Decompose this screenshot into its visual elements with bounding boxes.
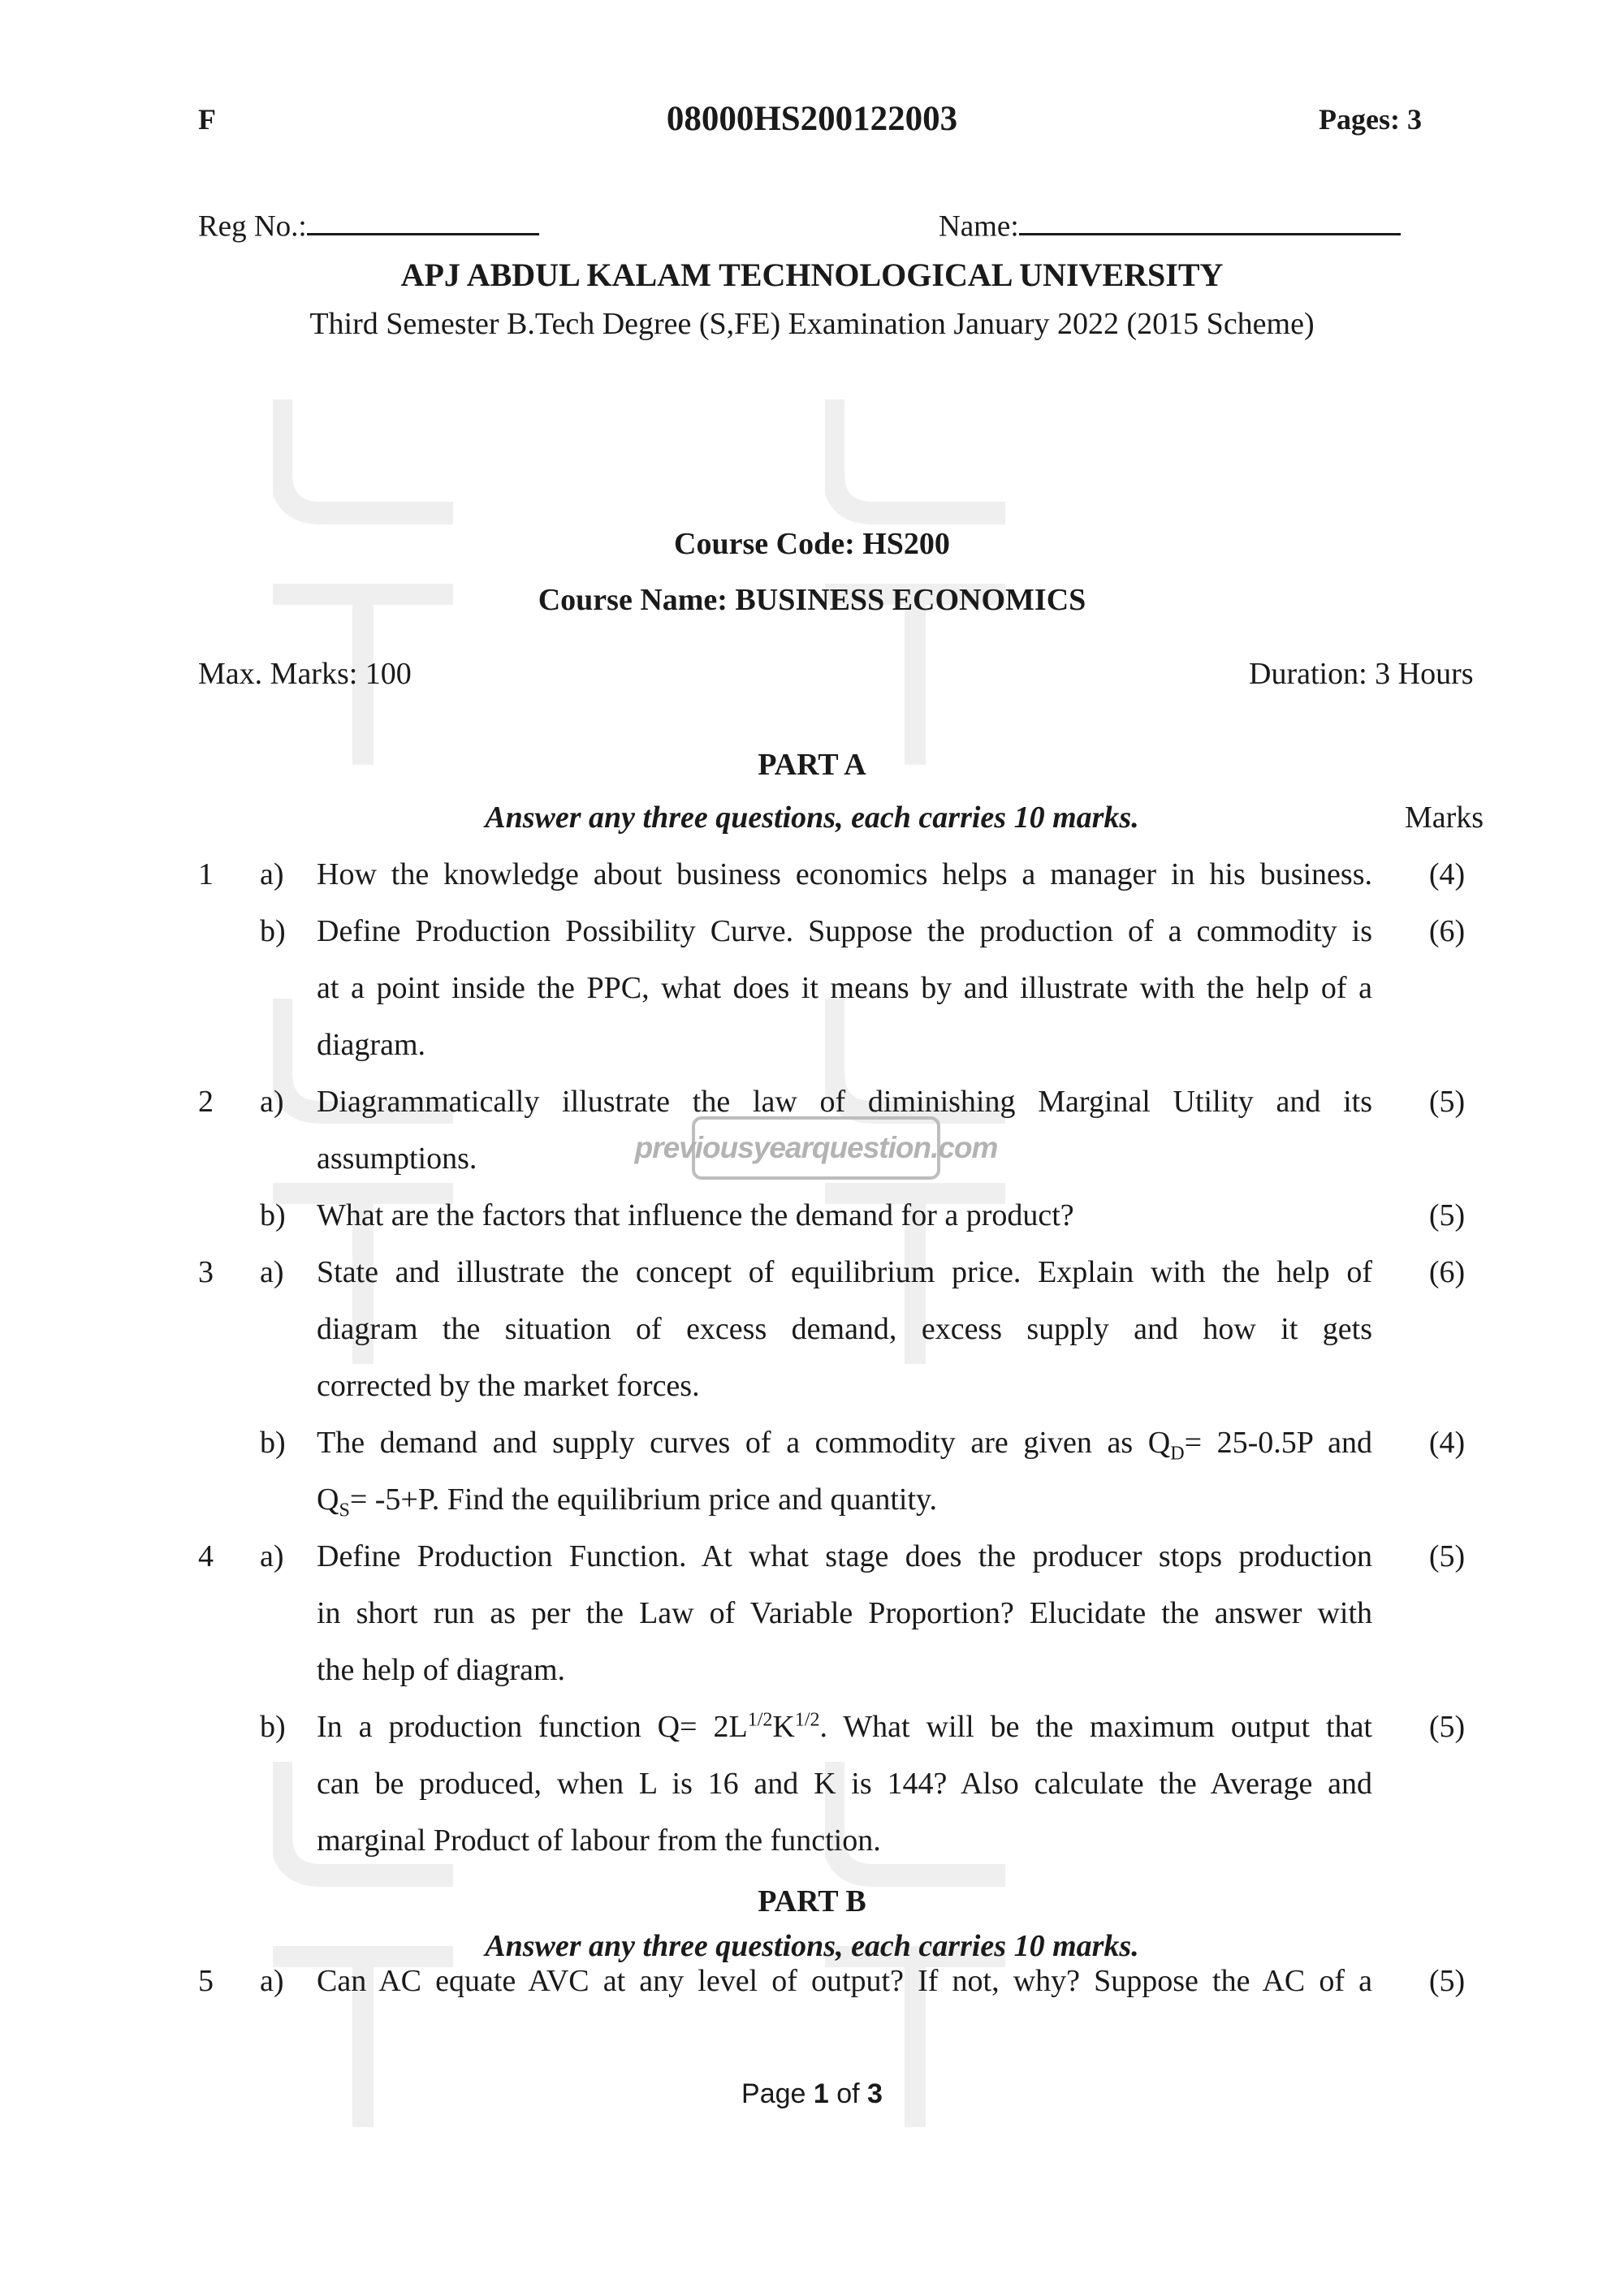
text-fragment: K [772, 1710, 795, 1744]
part-b-title: PART B [758, 1884, 866, 1918]
reg-no-blank [307, 206, 539, 235]
subscript: D [1170, 1443, 1185, 1465]
sub-question-label: b) [260, 1426, 286, 1460]
question-text: Can AC equate AVC at any level of output? If not, why? Suppose the AC of a [317, 1964, 1372, 1998]
part-a-instruction: Answer any three questions, each carries 10 marks. [485, 801, 1139, 835]
name-label: Name: [939, 209, 1019, 244]
question-text: How the knowledge about business economics helps a manager in his business. [317, 857, 1372, 891]
question-text: Define Production Function. At what stage does the producer stops production [317, 1539, 1372, 1573]
question-marks: (6) [1428, 1255, 1466, 1289]
total-pages: 3 [867, 2078, 883, 2109]
max-marks: Max. Marks: 100 [198, 657, 412, 691]
paper-code: 08000HS200122003 [666, 100, 958, 138]
name-blank [1019, 206, 1401, 235]
superscript: 1/2 [747, 1709, 773, 1731]
text-fragment: Q [317, 1482, 339, 1517]
part-b-instruction: Answer any three questions, each carries 10 marks. [485, 1929, 1139, 1963]
question-text [317, 1425, 1372, 1465]
question-text: assumptions. [317, 1142, 477, 1176]
site-watermark: previousyearquestion.com [692, 1116, 940, 1180]
current-page: 1 [813, 2078, 829, 2109]
duration: Duration: 3 Hours [1249, 657, 1474, 691]
question-text: corrected by the market forces. [317, 1369, 700, 1403]
question-text: marginal Product of labour from the function. [317, 1823, 881, 1858]
subscript: S [339, 1500, 350, 1521]
exam-title: Third Semester B.Tech Degree (S,FE) Examination January 2022 (2015 Scheme) [309, 307, 1315, 341]
question-marks: (5) [1428, 1085, 1466, 1119]
superscript: 1/2 [794, 1709, 820, 1731]
question-marks: (4) [1428, 857, 1466, 891]
marks-column-header: Marks [1405, 801, 1484, 835]
text-fragment: In a production function Q= 2L [317, 1710, 748, 1744]
question-marks: (4) [1428, 1426, 1466, 1460]
question-text: Define Production Possibility Curve. Suppose the production of a commodity is [317, 914, 1372, 948]
question-number: 1 [198, 857, 214, 891]
question-number: 2 [198, 1085, 214, 1119]
question-text: State and illustrate the concept of equilibrium price. Explain with the help of [317, 1255, 1372, 1289]
sub-question-label: a) [260, 1539, 284, 1573]
question-marks: (5) [1428, 1198, 1466, 1232]
question-text: diagram the situation of excess demand, excess supply and how it gets [317, 1312, 1372, 1346]
text-fragment: = 25-0.5P and [1184, 1426, 1372, 1460]
sub-question-label: a) [260, 1964, 284, 1998]
course-name: Course Name: BUSINESS ECONOMICS [538, 583, 1086, 617]
name-field [939, 206, 1401, 244]
text-fragment: The demand and supply curves of a commodity are given as Q [317, 1426, 1171, 1460]
question-text: in short run as per the Law of Variable Proportion? Elucidate the answer with [317, 1596, 1372, 1630]
question-number: 5 [198, 1964, 214, 1998]
question-text: at a point inside the PPC, what does it means by and illustrate with the help of a [317, 971, 1372, 1005]
question-number: 3 [198, 1255, 214, 1289]
reg-no-label: Reg No.: [198, 209, 307, 244]
university-name: APJ ABDUL KALAM TECHNOLOGICAL UNIVERSITY [400, 257, 1224, 293]
sub-question-label: a) [260, 857, 284, 891]
set-code: F [198, 103, 216, 136]
footer-text: of [828, 2078, 868, 2109]
question-number: 4 [198, 1539, 214, 1573]
page-footer [0, 2078, 1624, 2110]
sub-question-label: a) [260, 1085, 284, 1119]
question-marks: (5) [1428, 1710, 1466, 1744]
question-text [317, 1709, 1372, 1745]
reg-no-field [198, 206, 539, 244]
question-text: Diagrammatically illustrate the law of diminishing Marginal Utility and its [317, 1085, 1372, 1119]
sub-question-label: a) [260, 1255, 284, 1289]
sub-question-label: b) [260, 914, 286, 948]
text-fragment: = -5+P. Find the equilibrium price and quantity. [349, 1482, 938, 1517]
question-text: diagram. [317, 1028, 426, 1062]
page-count: Pages: 3 [1319, 103, 1422, 136]
text-fragment: . What will be the maximum output that [819, 1710, 1372, 1744]
course-code: Course Code: HS200 [674, 527, 950, 561]
question-marks: (5) [1428, 1964, 1466, 1998]
sub-question-label: b) [260, 1710, 286, 1744]
sub-question-label: b) [260, 1198, 286, 1232]
question-text: the help of diagram. [317, 1653, 566, 1687]
footer-text: Page [741, 2078, 814, 2109]
question-marks: (5) [1428, 1539, 1466, 1573]
question-text [317, 1482, 1372, 1522]
question-text: What are the factors that influence the demand for a product? [317, 1198, 1074, 1232]
part-a-title: PART A [758, 748, 866, 782]
question-text: can be produced, when L is 16 and K is 144? Also calculate the Average and [317, 1767, 1372, 1801]
question-marks: (6) [1428, 914, 1466, 948]
